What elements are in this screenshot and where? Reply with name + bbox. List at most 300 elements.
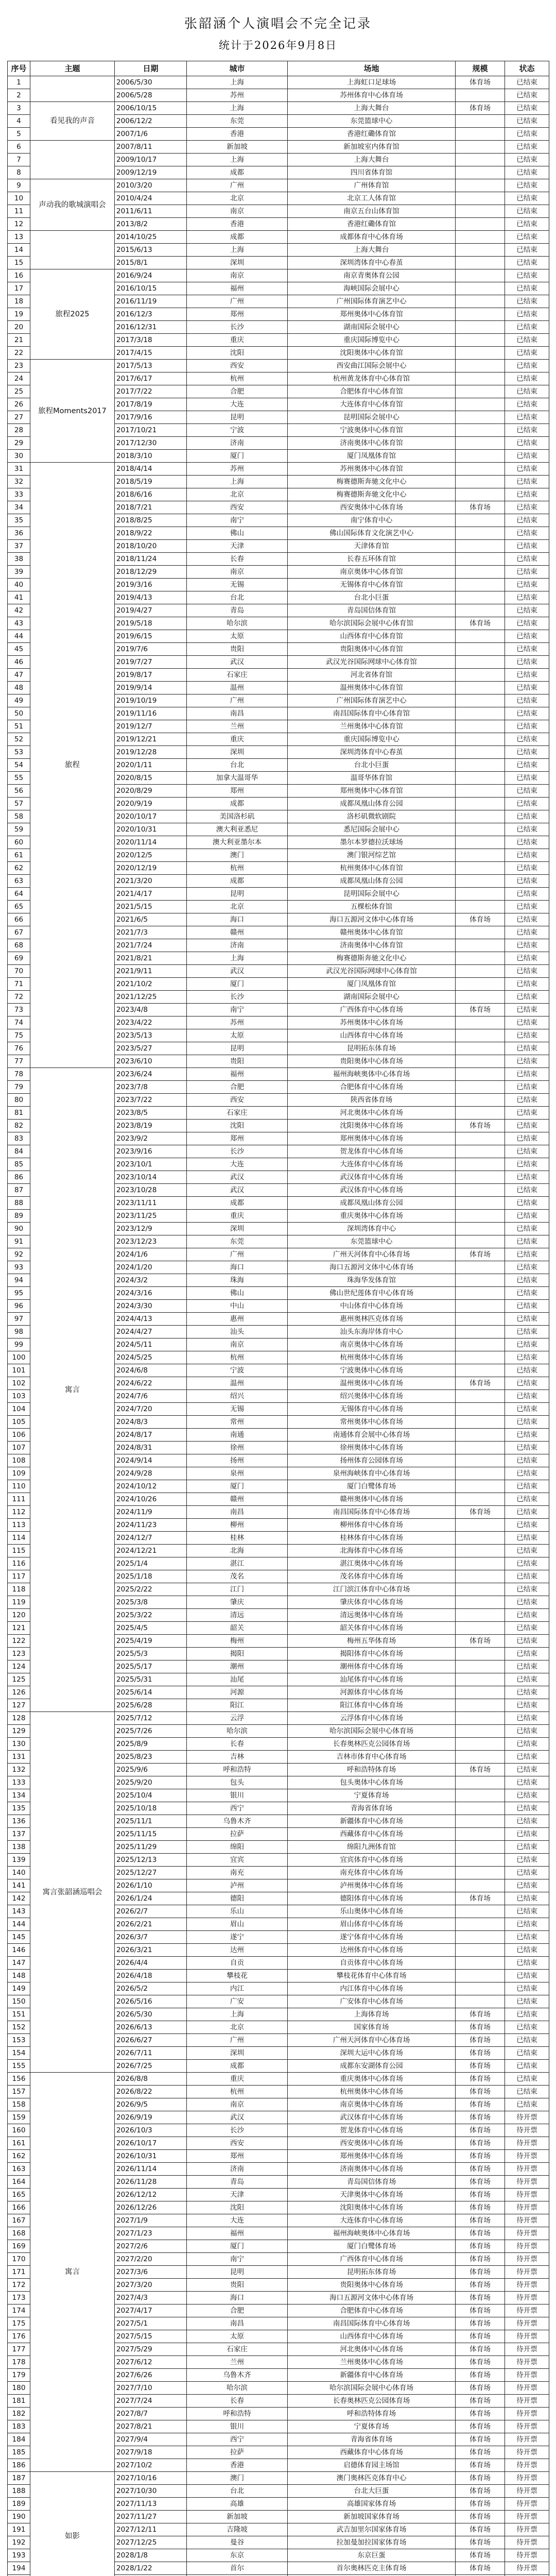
date-cell: 2025/9/20: [115, 1776, 187, 1789]
status-cell: 已结束: [505, 1145, 549, 1158]
row-number: 140: [8, 1867, 30, 1879]
date-cell: 2026/2/21: [115, 1918, 187, 1931]
scale-cell: [456, 772, 505, 785]
date-cell: 2027/12/25: [115, 2536, 187, 2549]
date-cell: 2024/6/8: [115, 1364, 187, 1377]
table-row: [8, 269, 549, 282]
date-cell: 2028/1/8: [115, 2549, 187, 2562]
venue-cell: 汕尾体育中心体育场: [288, 1673, 456, 1686]
scale-cell: [456, 1480, 505, 1493]
date-cell: 2024/5/25: [115, 1351, 187, 1364]
status-cell: 已结束: [505, 488, 549, 501]
scale-cell: [456, 166, 505, 179]
row-number: 79: [8, 1081, 30, 1094]
city-cell: 厦门: [187, 2240, 288, 2253]
date-cell: 2023/4/22: [115, 1016, 187, 1029]
scale-cell: 体育场: [456, 2086, 505, 2098]
row-number: 180: [8, 2382, 30, 2395]
date-cell: 2027/5/15: [115, 2330, 187, 2343]
venue-cell: 南昌国际体育中心体育场: [288, 1506, 456, 1519]
row-number: 29: [8, 437, 30, 450]
city-cell: 清远: [187, 1609, 288, 1622]
city-cell: 泸州: [187, 1879, 288, 1892]
row-number: 58: [8, 810, 30, 823]
row-number: 134: [8, 1789, 30, 1802]
status-cell: 待开票: [505, 2163, 549, 2176]
city-cell: 云浮: [187, 1712, 288, 1725]
row-number: 12: [8, 218, 30, 231]
row-number: 75: [8, 1029, 30, 1042]
venue-cell: 广西体育中心体育场: [288, 1004, 456, 1016]
city-cell: 南京: [187, 1338, 288, 1351]
venue-cell: 合肥体育中心体育场: [288, 2304, 456, 2317]
date-cell: 2019/4/13: [115, 591, 187, 604]
table-row: [8, 231, 549, 244]
scale-cell: [456, 308, 505, 321]
scale-cell: [456, 1055, 505, 1068]
status-cell: 已结束: [505, 1789, 549, 1802]
status-cell: 待开票: [505, 2330, 549, 2343]
row-number: 1: [8, 76, 30, 89]
date-cell: 2019/9/14: [115, 682, 187, 694]
date-cell: 2025/3/22: [115, 1609, 187, 1622]
status-cell: 已结束: [505, 1776, 549, 1789]
city-cell: 西宁: [187, 1802, 288, 1815]
status-cell: 待开票: [505, 2201, 549, 2214]
row-number: 50: [8, 707, 30, 720]
row-number: 184: [8, 2433, 30, 2446]
scale-cell: [456, 1351, 505, 1364]
row-number: 124: [8, 1660, 30, 1673]
status-cell: 已结束: [505, 128, 549, 141]
status-cell: 已结束: [505, 965, 549, 978]
status-cell: 已结束: [505, 656, 549, 669]
venue-cell: 澳门银河综艺馆: [288, 849, 456, 862]
row-number: 23: [8, 360, 30, 372]
status-cell: 已结束: [505, 591, 549, 604]
status-cell: 已结束: [505, 1918, 549, 1931]
scale-cell: [456, 385, 505, 398]
venue-cell: 四川省体育馆: [288, 166, 456, 179]
date-cell: 2024/7/6: [115, 1390, 187, 1403]
status-cell: 已结束: [505, 205, 549, 218]
status-cell: 已结束: [505, 875, 549, 888]
row-number: 46: [8, 656, 30, 669]
date-cell: 2019/10/19: [115, 694, 187, 707]
venue-cell: 德阳体育中心体育场: [288, 1892, 456, 1905]
status-cell: 已结束: [505, 1892, 549, 1905]
city-cell: 佛山: [187, 527, 288, 540]
row-number: 6: [8, 141, 30, 154]
date-cell: 2027/9/18: [115, 2446, 187, 2459]
status-cell: 待开票: [505, 2408, 549, 2420]
venue-cell: 洛杉矶微软剧院: [288, 810, 456, 823]
status-cell: 已结束: [505, 785, 549, 798]
scale-cell: [456, 1738, 505, 1751]
city-cell: 台北: [187, 759, 288, 772]
status-cell: 已结束: [505, 1158, 549, 1171]
city-cell: 广安: [187, 1995, 288, 2008]
scale-cell: 体育场: [456, 2562, 505, 2575]
scale-cell: [456, 128, 505, 141]
date-cell: 2006/12/2: [115, 115, 187, 128]
scale-cell: [456, 1879, 505, 1892]
status-cell: 已结束: [505, 1712, 549, 1725]
status-cell: 已结束: [505, 2034, 549, 2047]
row-number: 34: [8, 501, 30, 514]
status-cell: 已结束: [505, 321, 549, 334]
venue-cell: 阳江体育中心体育场: [288, 1699, 456, 1712]
date-cell: 2019/12/28: [115, 746, 187, 759]
status-cell: 已结束: [505, 308, 549, 321]
status-cell: 已结束: [505, 1596, 549, 1609]
city-cell: 湛江: [187, 1557, 288, 1570]
status-cell: 已结束: [505, 1609, 549, 1622]
status-cell: 已结束: [505, 1055, 549, 1068]
scale-cell: 体育场: [456, 1764, 505, 1776]
venue-cell: 大连体育中心体育场: [288, 2214, 456, 2227]
scale-cell: 体育场: [456, 2304, 505, 2317]
status-cell: 已结束: [505, 1042, 549, 1055]
venue-cell: 郑州奥体中心体育场: [288, 2150, 456, 2163]
status-cell: 已结束: [505, 617, 549, 630]
venue-cell: 韶关体育中心体育场: [288, 1622, 456, 1635]
date-cell: 2021/7/3: [115, 926, 187, 939]
city-cell: 济南: [187, 939, 288, 952]
row-number: 119: [8, 1596, 30, 1609]
date-cell: 2015/8/1: [115, 257, 187, 269]
scale-cell: 体育场: [456, 2420, 505, 2433]
venue-cell: 山西体育中心体育馆: [288, 630, 456, 643]
scale-cell: [456, 656, 505, 669]
date-cell: 2026/5/2: [115, 1982, 187, 1995]
venue-cell: 上海大舞台: [288, 244, 456, 257]
scale-cell: [456, 1854, 505, 1867]
venue-cell: 成都凤凰山体育公园: [288, 875, 456, 888]
row-number: 146: [8, 1944, 30, 1957]
date-cell: 2016/11/19: [115, 295, 187, 308]
scale-cell: 体育场: [456, 2060, 505, 2073]
city-cell: 沈阳: [187, 1120, 288, 1132]
row-number: 24: [8, 372, 30, 385]
row-number: 2: [8, 89, 30, 102]
city-cell: 梅州: [187, 1635, 288, 1648]
row-number: 18: [8, 295, 30, 308]
date-cell: 2017/7/22: [115, 385, 187, 398]
venue-cell: 绍兴奥体中心体育场: [288, 1390, 456, 1403]
scale-cell: [456, 1931, 505, 1944]
date-cell: 2024/1/6: [115, 1248, 187, 1261]
row-number: 132: [8, 1764, 30, 1776]
row-number: 41: [8, 591, 30, 604]
venue-cell: 西安奥体中心体育场: [288, 2137, 456, 2150]
status-cell: 已结束: [505, 849, 549, 862]
date-cell: 2027/6/12: [115, 2356, 187, 2369]
city-cell: 杭州: [187, 862, 288, 875]
scale-cell: [456, 115, 505, 128]
city-cell: 长沙: [187, 1145, 288, 1158]
date-cell: 2026/11/14: [115, 2163, 187, 2176]
row-number: 90: [8, 1223, 30, 1235]
scale-cell: [456, 450, 505, 463]
status-cell: 已结束: [505, 2073, 549, 2086]
city-cell: 呼和浩特: [187, 2408, 288, 2420]
city-cell: 吉林: [187, 1751, 288, 1764]
status-cell: 已结束: [505, 1081, 549, 1094]
venue-cell: 深圳湾体育中心: [288, 1223, 456, 1235]
city-cell: 长春: [187, 2395, 288, 2408]
row-number: 44: [8, 630, 30, 643]
date-cell: 2023/12/23: [115, 1235, 187, 1248]
status-cell: 已结束: [505, 707, 549, 720]
date-cell: 2026/3/7: [115, 1931, 187, 1944]
row-number: 192: [8, 2536, 30, 2549]
date-cell: 2015/6/13: [115, 244, 187, 257]
venue-cell: 天津奥体中心体育场: [288, 2189, 456, 2201]
venue-cell: 新加坡国家体育场: [288, 2511, 456, 2523]
city-cell: 茂名: [187, 1570, 288, 1583]
table-header: [8, 61, 549, 76]
status-cell: 已结束: [505, 1519, 549, 1532]
city-cell: 上海: [187, 2008, 288, 2021]
venue-cell: 成都凤凰山体育公园: [288, 1197, 456, 1210]
city-cell: 深圳: [187, 2047, 288, 2060]
scale-cell: [456, 282, 505, 295]
status-cell: 已结束: [505, 1171, 549, 1184]
city-cell: 上海: [187, 154, 288, 166]
status-cell: 已结束: [505, 694, 549, 707]
date-cell: 2010/4/24: [115, 192, 187, 205]
row-number: 156: [8, 2073, 30, 2086]
date-cell: 2027/7/10: [115, 2382, 187, 2395]
city-cell: 东莞: [187, 115, 288, 128]
venue-cell: 沈阳奥体中心体育场: [288, 1120, 456, 1132]
scale-cell: [456, 579, 505, 591]
scale-cell: [456, 823, 505, 836]
status-cell: 已结束: [505, 1364, 549, 1377]
scale-cell: [456, 1145, 505, 1158]
row-number: 39: [8, 566, 30, 579]
date-cell: 2027/8/21: [115, 2420, 187, 2433]
venue-cell: 济南奥体中心体育馆: [288, 939, 456, 952]
venue-cell: 墨尔本罗德拉沃球场: [288, 836, 456, 849]
row-number: 17: [8, 282, 30, 295]
row-number: 68: [8, 939, 30, 952]
status-cell: 已结束: [505, 1635, 549, 1648]
status-cell: 已结束: [505, 115, 549, 128]
scale-cell: 体育场: [456, 2150, 505, 2163]
row-number: 28: [8, 424, 30, 437]
date-cell: 2016/10/15: [115, 282, 187, 295]
row-number: 69: [8, 952, 30, 965]
date-cell: 2027/5/29: [115, 2343, 187, 2356]
city-cell: 眉山: [187, 1918, 288, 1931]
city-cell: 南昌: [187, 707, 288, 720]
row-number: 54: [8, 759, 30, 772]
row-number: 31: [8, 463, 30, 476]
scale-cell: [456, 630, 505, 643]
city-cell: 内江: [187, 1982, 288, 1995]
status-cell: 已结束: [505, 1699, 549, 1712]
status-cell: 已结束: [505, 1648, 549, 1660]
scale-cell: [456, 192, 505, 205]
date-cell: 2026/11/28: [115, 2176, 187, 2189]
venue-cell: 肇庆体育中心体育场: [288, 1596, 456, 1609]
city-cell: 天津: [187, 540, 288, 553]
city-cell: 太原: [187, 630, 288, 643]
row-number: 65: [8, 901, 30, 913]
theme-cell: 声动我的歌城演唱会: [30, 179, 115, 231]
city-cell: 上海: [187, 952, 288, 965]
venue-cell: 重庆国际博览中心: [288, 733, 456, 746]
city-cell: 扬州: [187, 1454, 288, 1467]
row-number: 136: [8, 1815, 30, 1828]
row-number: 57: [8, 798, 30, 810]
status-cell: 已结束: [505, 244, 549, 257]
row-number: 101: [8, 1364, 30, 1377]
venue-cell: 哈尔滨国际会展中心体育馆: [288, 617, 456, 630]
status-cell: 已结束: [505, 978, 549, 991]
city-cell: 遂宁: [187, 1931, 288, 1944]
venue-cell: 海口五源河文体中心体育场: [288, 913, 456, 926]
venue-cell: 兰州奥体中心体育场: [288, 2356, 456, 2369]
venue-cell: 内江体育中心体育场: [288, 1982, 456, 1995]
date-cell: 2027/5/1: [115, 2317, 187, 2330]
row-number: 52: [8, 733, 30, 746]
city-cell: 重庆: [187, 334, 288, 347]
date-cell: 2025/11/1: [115, 1815, 187, 1828]
venue-cell: 湖南国际会展中心: [288, 991, 456, 1004]
row-number: 123: [8, 1648, 30, 1660]
row-number: 143: [8, 1905, 30, 1918]
date-cell: 2026/4/4: [115, 1957, 187, 1970]
date-cell: 2006/5/30: [115, 76, 187, 89]
city-cell: 新加坡: [187, 141, 288, 154]
status-cell: 待开票: [505, 2124, 549, 2137]
city-cell: 德阳: [187, 1892, 288, 1905]
scale-cell: [456, 1545, 505, 1557]
status-cell: 已结束: [505, 1660, 549, 1673]
city-cell: 澳大利亚墨尔本: [187, 836, 288, 849]
city-cell: 南昌: [187, 2317, 288, 2330]
city-cell: 哈尔滨: [187, 2382, 288, 2395]
status-cell: 待开票: [505, 2317, 549, 2330]
scale-cell: [456, 424, 505, 437]
status-cell: 已结束: [505, 1210, 549, 1223]
venue-cell: 徐州奥体中心体育场: [288, 1442, 456, 1454]
row-number: 94: [8, 1274, 30, 1287]
venue-cell: 台北大巨蛋: [288, 2485, 456, 2498]
date-cell: 2026/10/17: [115, 2137, 187, 2150]
scale-cell: [456, 179, 505, 192]
scale-cell: [456, 566, 505, 579]
scale-cell: [456, 463, 505, 476]
venue-cell: 南昌国际体育中心体育馆: [288, 707, 456, 720]
date-cell: 2018/12/29: [115, 566, 187, 579]
row-number: 83: [8, 1132, 30, 1145]
scale-cell: [456, 1235, 505, 1248]
row-number: 147: [8, 1957, 30, 1970]
scale-cell: 体育场: [456, 1635, 505, 1648]
city-cell: 石家庄: [187, 2343, 288, 2356]
scale-cell: [456, 89, 505, 102]
date-cell: 2020/12/19: [115, 862, 187, 875]
city-cell: 宁波: [187, 424, 288, 437]
date-cell: 2023/11/25: [115, 1210, 187, 1223]
status-cell: 已结束: [505, 901, 549, 913]
scale-cell: [456, 1776, 505, 1789]
status-cell: 已结束: [505, 1764, 549, 1776]
venue-cell: 河北奥体中心体育场: [288, 2343, 456, 2356]
venue-cell: 海峡国际会展中心: [288, 282, 456, 295]
city-cell: 昆明: [187, 2266, 288, 2279]
row-number: 157: [8, 2086, 30, 2098]
status-cell: 已结束: [505, 1982, 549, 1995]
status-cell: 已结束: [505, 2060, 549, 2073]
scale-cell: [456, 321, 505, 334]
row-number: 127: [8, 1699, 30, 1712]
venue-cell: 新疆体育中心体育场: [288, 1815, 456, 1828]
city-cell: 昆明: [187, 411, 288, 424]
status-cell: 已结束: [505, 1802, 549, 1815]
date-cell: 2024/4/27: [115, 1326, 187, 1338]
scale-cell: [456, 437, 505, 450]
status-cell: 待开票: [505, 2523, 549, 2536]
scale-cell: 体育场: [456, 2034, 505, 2047]
status-cell: 已结束: [505, 566, 549, 579]
status-cell: 已结束: [505, 1751, 549, 1764]
scale-cell: [456, 694, 505, 707]
city-cell: 深圳: [187, 746, 288, 759]
date-cell: 2025/9/6: [115, 1764, 187, 1776]
row-number: 164: [8, 2176, 30, 2189]
venue-cell: 成都凤凰山体育公园: [288, 798, 456, 810]
table-row: [8, 179, 549, 192]
row-number: 173: [8, 2292, 30, 2304]
status-cell: 已结束: [505, 154, 549, 166]
scale-cell: [456, 218, 505, 231]
venue-cell: 青岛国信体育馆: [288, 604, 456, 617]
city-cell: 加拿大温哥华: [187, 772, 288, 785]
scale-cell: 体育场: [456, 2549, 505, 2562]
row-number: 81: [8, 1107, 30, 1120]
status-cell: 已结束: [505, 1506, 549, 1519]
venue-cell: 珠海华发体育馆: [288, 1274, 456, 1287]
status-cell: 待开票: [505, 2111, 549, 2124]
row-number: 150: [8, 1995, 30, 2008]
date-cell: 2021/7/24: [115, 939, 187, 952]
scale-cell: 体育场: [456, 1506, 505, 1519]
date-cell: 2019/5/18: [115, 617, 187, 630]
date-cell: 2027/10/16: [115, 2472, 187, 2485]
status-cell: 已结束: [505, 257, 549, 269]
header-status: 状态: [505, 61, 549, 76]
scale-cell: [456, 1338, 505, 1351]
city-cell: 深圳: [187, 257, 288, 269]
status-cell: 已结束: [505, 939, 549, 952]
scale-cell: 体育场: [456, 2098, 505, 2111]
venue-cell: 新疆体育中心体育场: [288, 2369, 456, 2382]
venue-cell: 湖南国际会展中心: [288, 321, 456, 334]
venue-cell: 泸州奥体中心体育场: [288, 1879, 456, 1892]
venue-cell: 南京奥体中心体育馆: [288, 566, 456, 579]
venue-cell: 江门滨江体育中心体育场: [288, 1583, 456, 1596]
scale-cell: [456, 1197, 505, 1210]
scale-cell: [456, 1171, 505, 1184]
city-cell: 贵阳: [187, 2279, 288, 2292]
scale-cell: [456, 759, 505, 772]
date-cell: 2025/6/28: [115, 1699, 187, 1712]
